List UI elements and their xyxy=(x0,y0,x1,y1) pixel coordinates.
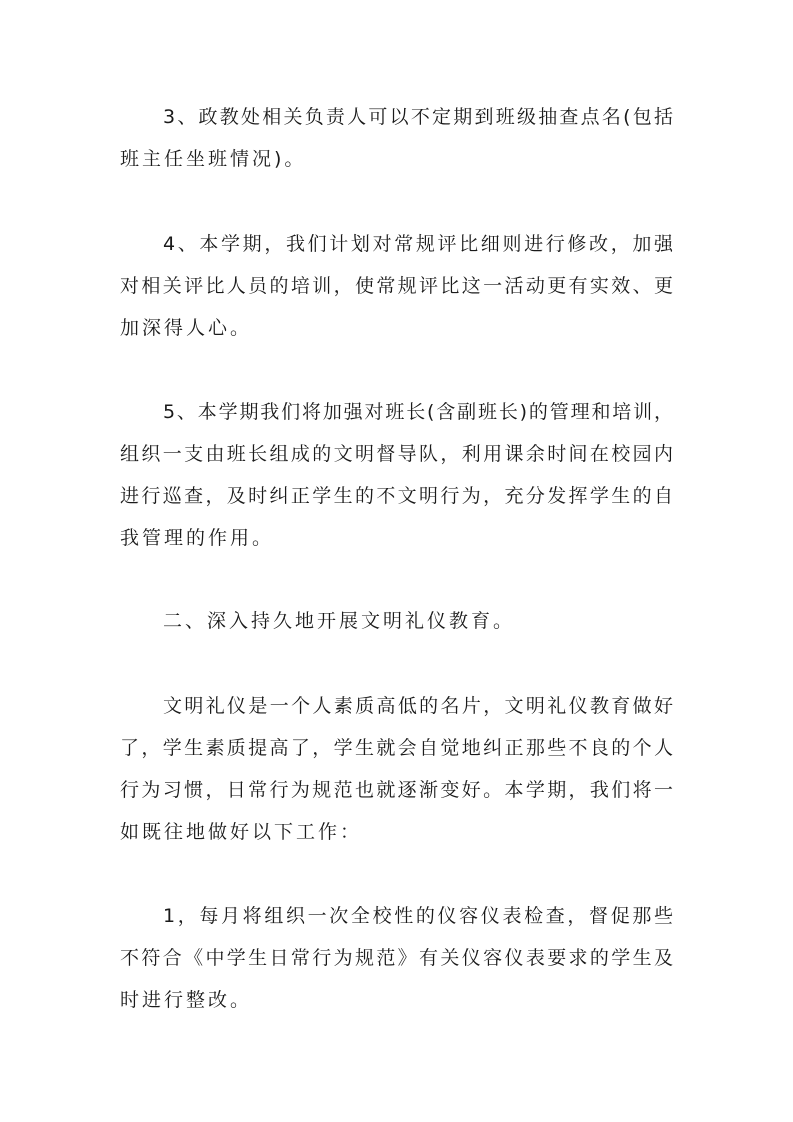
paragraph-3-line-1: 3、政教处相关负责人可以不定期到班级抽查点名(包括 xyxy=(163,106,673,128)
paragraph-etiquette-line-1: 文明礼仪是一个人素质高低的名片，文明礼仪教育做好 xyxy=(163,695,673,717)
paragraph-5-line-1: 5、本学期我们将加强对班长(含副班长)的管理和培训， xyxy=(163,401,673,423)
paragraph-5-line-2: 组织一支由班长组成的文明督导队，利用课余时间在校园内 xyxy=(120,443,673,465)
paragraph-1-line-3: 时进行整改。 xyxy=(120,989,253,1011)
paragraph-5-line-4: 我管理的作用。 xyxy=(120,527,275,549)
paragraph-4-line-1: 4、本学期，我们计划对常规评比细则进行修改，加强 xyxy=(163,233,673,255)
paragraph-1-line-1: 1，每月将组织一次全校性的仪容仪表检查，督促那些 xyxy=(163,905,673,927)
paragraph-5-line-3: 进行巡查，及时纠正学生的不文明行为，充分发挥学生的自 xyxy=(120,485,673,507)
paragraph-1-line-2: 不符合《中学生日常行为规范》有关仪容仪表要求的学生及 xyxy=(120,947,673,969)
paragraph-4-line-2: 对相关评比人员的培训，使常规评比这一活动更有实效、更 xyxy=(120,275,673,297)
paragraph-etiquette-line-3: 行为习惯，日常行为规范也就逐渐变好。本学期，我们将一 xyxy=(120,779,673,801)
section-heading-2: 二、深入持久地开展文明礼仪教育。 xyxy=(163,610,516,632)
paragraph-4-line-3: 加深得人心。 xyxy=(120,317,253,339)
paragraph-etiquette-line-4: 如既往地做好以下工作： xyxy=(120,821,363,843)
paragraph-etiquette-line-2: 了，学生素质提高了，学生就会自觉地纠正那些不良的个人 xyxy=(120,737,673,759)
paragraph-3-line-2: 班主任坐班情况)。 xyxy=(120,148,307,170)
